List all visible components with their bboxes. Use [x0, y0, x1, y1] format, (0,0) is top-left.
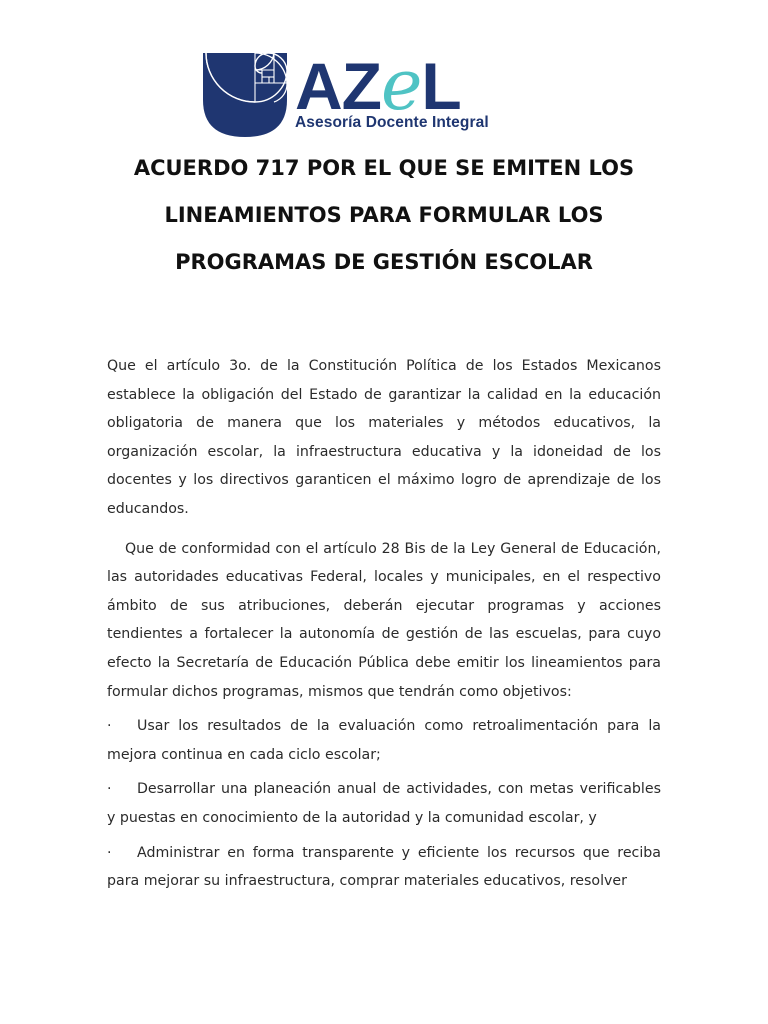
title-line-3: PROGRAMAS DE GESTIÓN ESCOLAR [175, 250, 593, 274]
logo-subtitle: Asesoría Docente Integral [295, 114, 489, 131]
azel-logo [200, 44, 550, 140]
bullet-text-2: Desarrollar una planeación anual de actividades, con metas verificables y puestas en conocimiento de la autoridad y la comunidad escolar, y [107, 781, 661, 826]
bullet-item-1 [107, 712, 661, 769]
title-line-1: ACUERDO 717 POR EL QUE SE EMITEN LOS [133, 156, 635, 180]
document-body [107, 352, 661, 902]
golden-spiral-emblem-icon [200, 50, 290, 140]
bullet-text-3: Administrar en forma transparente y eficiente los recursos que reciba para mejorar su infraestructura, comprar materiales educativos, resolver [107, 844, 661, 890]
bullet-text-1: Usar los resultados de la evaluación como retroalimentación para la mejora continua en cada ciclo escolar; [107, 718, 661, 763]
bullet-mark: · [107, 718, 112, 735]
title-line-2: LINEAMIENTOS PARA FORMULAR LOS [164, 203, 604, 227]
bullet-item-2 [107, 775, 661, 832]
bullet-item-3 [107, 839, 661, 896]
bullet-mark: · [107, 781, 112, 798]
document-title [100, 145, 668, 286]
logo-brand-e: e [380, 44, 422, 126]
logo-brand-suffix: L [421, 49, 461, 123]
logo-brand-prefix: AZ [295, 49, 381, 123]
paragraph-1: Que el artículo 3o. de la Constitución Política de los Estados Mexicanos establece la obligación del Estado de garantizar la calidad en la educación obligatoria de manera que los materiales y métodos educativos, la organización escolar, la infraestructura educativa y la idoneidad de los docentes y los directivos garanticen el máximo logro de aprendizaje de los educandos. [107, 358, 661, 517]
paragraph-2: Que de conformidad con el artículo 28 Bis de la Ley General de Educación, las autoridades educativas Federal, locales y municipales, en el respectivo ámbito de sus atribuciones, deberán ejecutar programas y acciones tendientes a fortalecer la autonomía de gestión de las escuelas, para cuyo efecto la Secretaría de Educación Pública debe emitir los lineamientos para formular dichos programas, mismos que tendrán como objetivos: [107, 540, 661, 700]
bullet-mark: · [107, 844, 112, 861]
